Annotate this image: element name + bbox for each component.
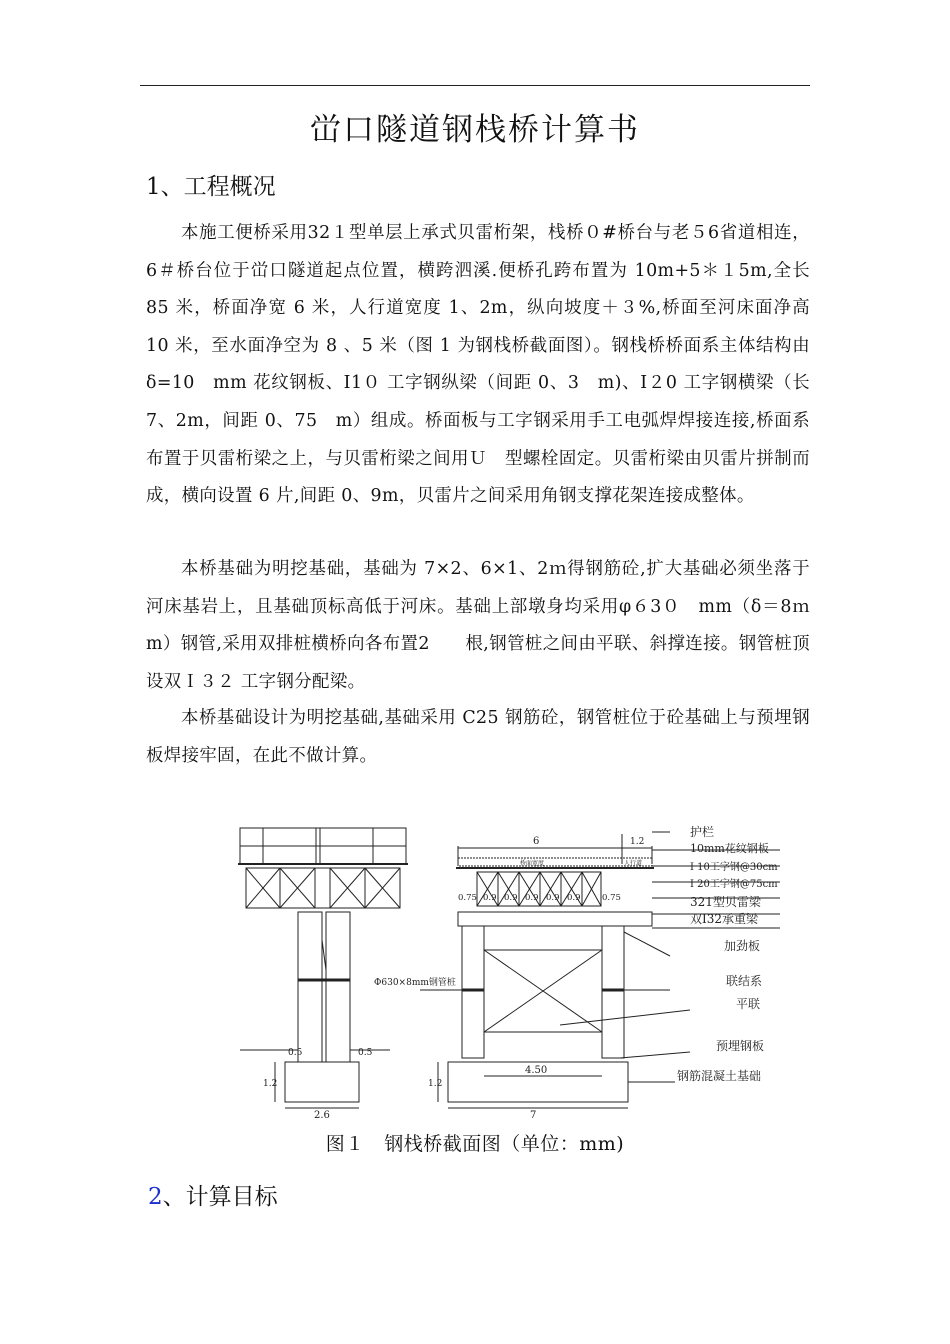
label-i20-beam: I 20工字钢@75cm bbox=[690, 879, 778, 890]
label-i10-beam: I 10工字钢@30cm bbox=[690, 862, 778, 873]
section-2-heading bbox=[148, 1178, 278, 1211]
pipe-pile-label: Φ630×8mm钢管桩 bbox=[374, 978, 456, 988]
spacing-5: 0.9 bbox=[567, 893, 581, 903]
dim-right-offset: 0.5 bbox=[358, 1048, 373, 1058]
walkway-label: 人行道 bbox=[624, 860, 643, 867]
dim-left-height: 1.2 bbox=[263, 1079, 278, 1089]
spacing-0: 0.75 bbox=[458, 893, 477, 903]
header-rule bbox=[140, 85, 810, 86]
figure-caption: 图１ 钢栈桥截面图（单位：mm) bbox=[325, 1133, 625, 1155]
dim-left-offset: 0.5 bbox=[288, 1048, 303, 1058]
spacing-2: 0.9 bbox=[504, 893, 518, 903]
spacing-3: 0.9 bbox=[525, 893, 539, 903]
spacing-1: 0.9 bbox=[483, 893, 497, 903]
section-1-heading: 1、工程概况 bbox=[146, 174, 276, 200]
paragraph-foundation: 本桥基础为明挖基础，基础为 7×2、6×1、2ｍ得钢筋砼,扩大基础必须坐落于河床基岩上，且基础顶标高低于河床。基础上部墩身均采用φ６3０ mm（δ＝8ｍm）钢管,采用双排桩横桥向各布置2 根,钢管桩之间由平联、斜撑连接。钢管桩顶设双Ｉ３２ 工字钢分配梁。 bbox=[146, 559, 810, 692]
dim-deck-width: 6 bbox=[533, 836, 540, 847]
bridge-section-figure bbox=[230, 820, 790, 1120]
dim-base-width: 7 bbox=[530, 1110, 537, 1120]
label-rc-foundation: 钢筋混凝土基础 bbox=[677, 1069, 762, 1083]
component-labels bbox=[677, 824, 778, 1083]
section-2-number: 2 bbox=[148, 1184, 163, 1210]
left-elevation-view bbox=[238, 828, 408, 1108]
deck-width-label: 桥面宽度 bbox=[520, 860, 545, 867]
dim-left-base: 2.6 bbox=[314, 1110, 330, 1120]
spacing-6: 0.75 bbox=[602, 893, 621, 903]
document-title: 峃口隧道钢栈桥计算书 bbox=[310, 112, 640, 148]
label-stiffener: 加劲板 bbox=[724, 939, 761, 953]
label-i32-girder: 双I32承重梁 bbox=[690, 912, 759, 926]
label-bailey-truss: 321型贝雷梁 bbox=[690, 895, 761, 909]
right-cross-section-view bbox=[420, 832, 780, 1108]
dim-walkway-width: 1.2 bbox=[630, 837, 645, 847]
paragraph-overview: 本施工便桥采用32１型单层上承式贝雷桁架，栈桥０#桥台与老５6省道相连， 6＃桥台位于峃口隧道起点位置，横跨泗溪.便桥孔跨布置为 10m+5＊１5m,全长 85 米，桥面净宽 6 米，人行道宽度 1、2m，纵向坡度＋３%,桥面至河床面净高 10 米，至水面净空为 8 、5 米（图 1 为钢栈桥截面图）。钢栈桥桥面系主体结构由δ=10 mm 花纹钢板、I1０ 工字钢纵梁（间距 0、3 m)、I２0 工字钢横梁（长 7、2m，间距 0、75 m）组成。桥面板与工字钢采用手工电弧焊焊接连接,桥面系布置于贝雷桁梁之上，与贝雷桁梁之间用Ｕ 型螺栓固定。贝雷桁梁由贝雷片拼制而成，横向设置 6 片,间距 0、9m，贝雷片之间采用角钢支撑花架连接成整体。 bbox=[146, 223, 810, 507]
label-guardrail: 护栏 bbox=[690, 825, 715, 839]
dim-inner-width: 4.50 bbox=[525, 1065, 548, 1076]
section-2-title: 、计算目标 bbox=[162, 1184, 278, 1210]
label-checker-plate: 10mm花纹钢板 bbox=[690, 842, 769, 855]
dim-right-height: 1.2 bbox=[428, 1079, 443, 1089]
paragraph-design: 本桥基础设计为明挖基础,基础采用 C25 钢筋砼，钢管桩位于砼基础上与预埋钢板焊接牢固，在此不做计算。 bbox=[146, 708, 810, 766]
spacing-4: 0.9 bbox=[546, 893, 560, 903]
label-horizontal-link: 平联 bbox=[736, 997, 761, 1011]
label-embedded-plate: 预埋钢板 bbox=[716, 1039, 765, 1053]
label-bracing: 联结系 bbox=[726, 974, 763, 988]
